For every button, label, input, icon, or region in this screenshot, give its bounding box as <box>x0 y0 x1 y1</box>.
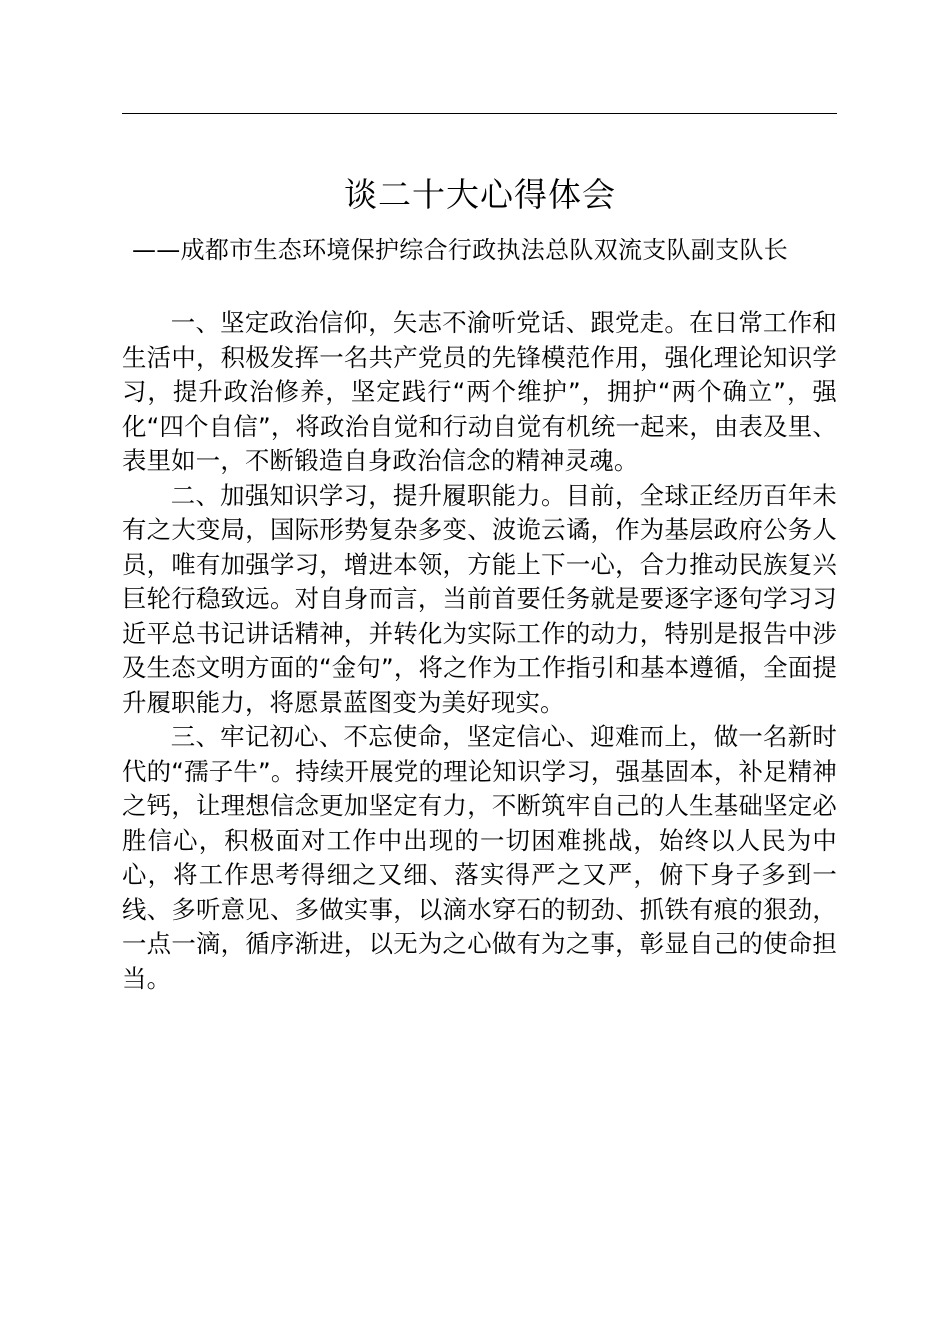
paragraph-2: 二、加强知识学习，提升履职能力。目前，全球正经历百年未有之大变局，国际形势复杂多变、波诡云谲，作为基层政府公务人员，唯有加强学习，增进本领，方能上下一心，合力推动民族复兴巨轮行稳致远。对自身而言，当前首要任务就是要逐字逐句学习习近平总书记讲话精神，并转化为实际工作的动力，特别是报告中涉及生态文明方面的“金句”，将之作为工作指引和基本遵循，全面提升履职能力，将愿景蓝图变为美好现实。 <box>122 480 837 717</box>
document-body <box>122 306 837 996</box>
document-subtitle: ——成都市生态环境保护综合行政执法总队双流支队副支队长 <box>132 236 789 264</box>
paragraph-3: 三、牢记初心、不忘使命，坚定信心、迎难而上，做一名新时代的“孺子牛”。持续开展党的理论知识学习，强基固本，补足精神之钙，让理想信念更加坚定有力，不断筑牢自己的人生基础坚定必胜信心，积极面对工作中出现的一切困难挑战，始终以人民为中心，将工作思考得细之又细、落实得严之又严，俯下身子多到一线、多听意见、多做实事，以滴水穿石的韧劲、抓铁有痕的狠劲，一点一滴，循序渐进，以无为之心做有为之事，彰显自己的使命担当。 <box>122 722 837 993</box>
paragraph-1: 一、坚定政治信仰，矢志不渝听党话、跟党走。在日常工作和生活中，积极发挥一名共产党员的先锋模范作用，强化理论知识学习，提升政治修养，坚定践行“两个维护”，拥护“两个确立”，强化“四个自信”，将政治自觉和行动自觉有机统一起来，由表及里、表里如一，不断锻造自身政治信念的精神灵魂。 <box>122 308 837 475</box>
header-rule <box>122 113 837 114</box>
document-title: 谈二十大心得体会 <box>344 175 616 214</box>
